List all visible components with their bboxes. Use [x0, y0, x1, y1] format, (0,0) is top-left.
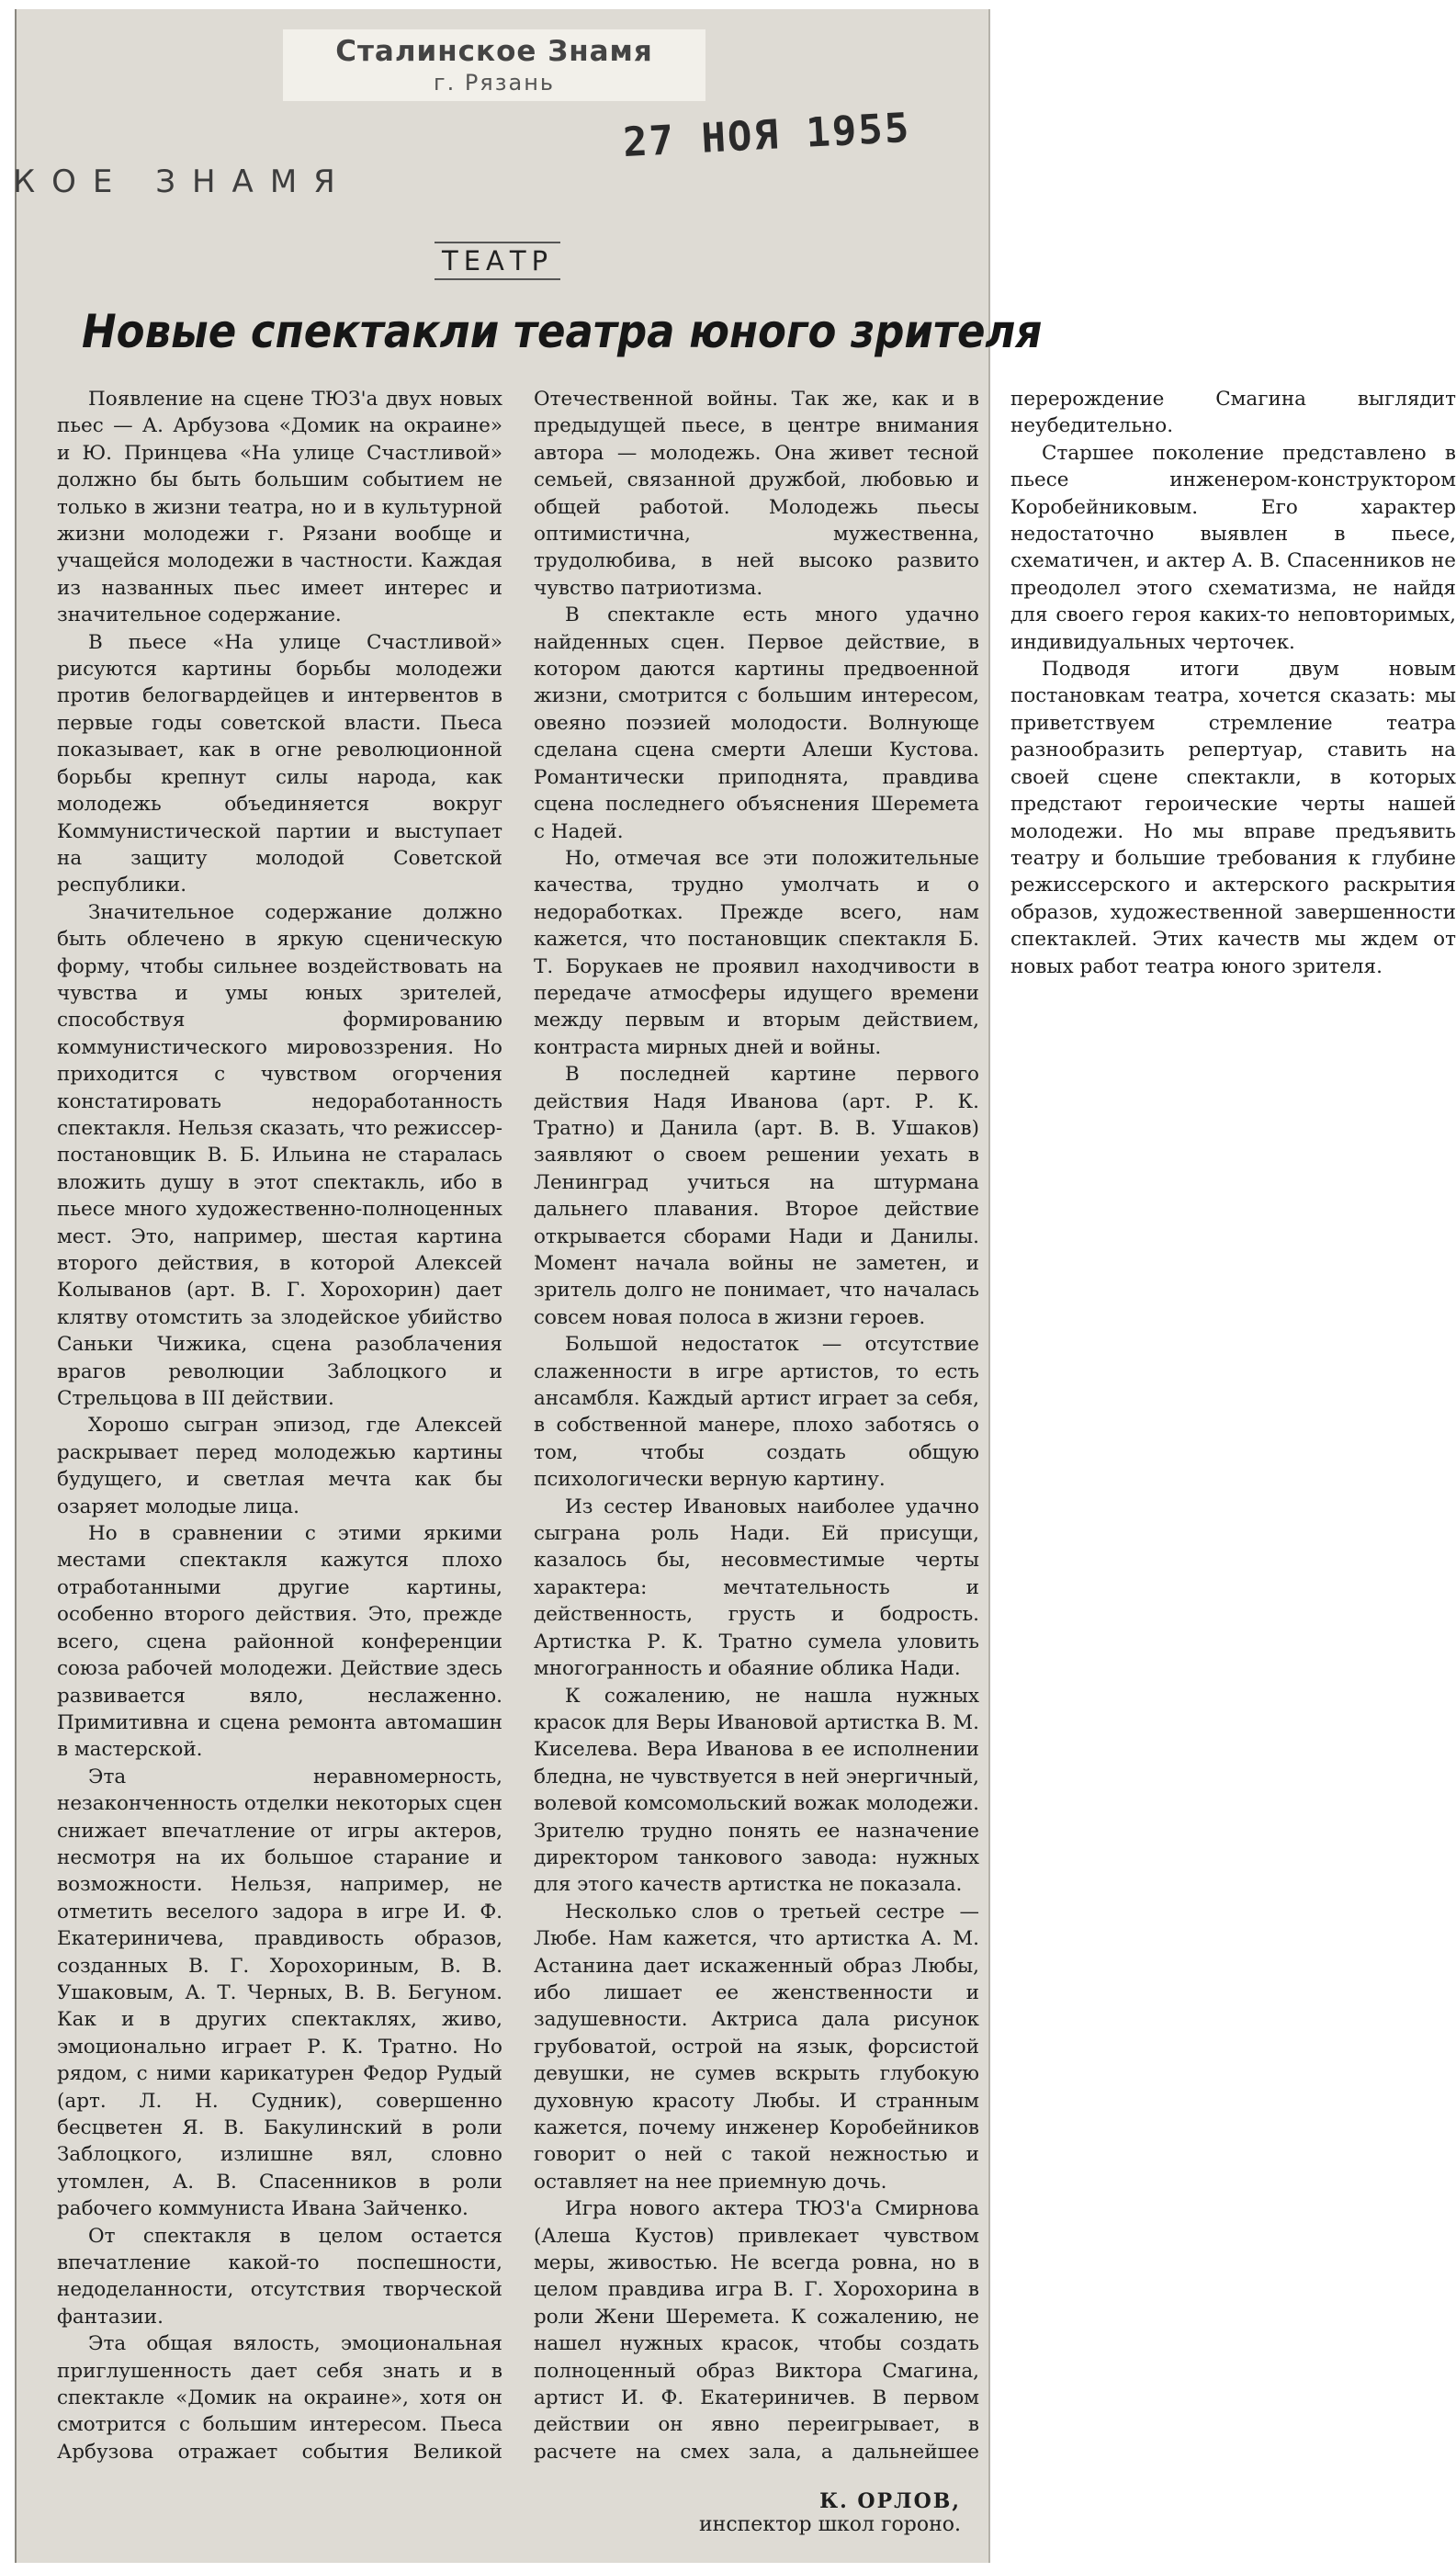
date-stamp: 27 НОЯ 1955 [621, 104, 912, 167]
paragraph: К сожалению, не нашла нужных красок для Веры Ивановой артистка В. М. Киселева. Вера Иванова в ее исполнении бледна, не чувствуется в ней энергичный, волевой комсомольский вожак молодежи. Зрителю трудно понять ее назначение директором танкового завода: нужных для этого качеств артистка не показала. [534, 1684, 979, 1897]
paragraph: Игра нового актера ТЮЗ'а Смирнова (Алеша Кустов) привлекает чувством меры, живостью. Не всегда ровна, но в целом правдива игра В. Г. Хорохорина в роли Жени Шеремета. К сожалению, не нашел нужных красок, чтобы создать полноценный образ Виктора Смагина, артист И. Ф. Екатериничев. В первом действии он явно переигрывает, в расчете на смех зала, а дальнейшее перерождение Смагина выглядит неубедительно. [534, 388, 1456, 2464]
paragraph: Старшее поколение представлено в пьесе инженером-конструктором Коробейниковым. Его характер недостаточно выявлен в пьесе, схематичен, и актер А. В. Спасенников не преодолел этого схематизма, не найдя для своего героя каких-то неповторимых, индивидуальных черточек. [1010, 441, 1456, 654]
paragraph: Эта неравномерность, незаконченность отделки некоторых сцен снижает впечатление от игры актеров, несмотря на их большое старание и возможности. Нельзя, например, не отметить веселого задора в игре И. Ф. Екатериничева, правдивость образов, созданных В. Г. Хорохориным, В. В. Ушаковым, А. Т. Черных, В. В. Бегуном. Как и в других спектаклях, живо, эмоционально играет Р. К. Тратно. Но рядом, с ними карикатурен Федор Рудый (арт. Л. Н. Судник), совершенно бесцветен Я. В. Бакулинский в роли Заблоцкого, излишне вял, словно утомлен, А. В. Спасенников в роли рабочего коммуниста Ивана Зайченко. [57, 1765, 502, 2221]
newspaper-name: Сталинское Знамя [335, 35, 653, 68]
newspaper-clipping [13, 9, 1456, 2563]
paragraph: Появление на сцене ТЮЗ'а двух новых пьес — А. Арбузова «Домик на окраине» и Ю. Принцева «На улице Счастливой» должно бы быть большим событием не только в жизни театра, но и в культурной жизни молодежи г. Рязани вообще и учащейся молодежи в частности. Каждая из названных пьес имеет интерес и значительное содержание. [57, 388, 502, 627]
paragraph: От спектакля в целом остается впечатление какой-то поспешности, недоделанности, отсутствия творческой фантазии. [57, 2224, 502, 2329]
paragraph: В спектакле есть много удачно найденных сцен. Первое действие, в котором даются картины предвоенной жизни, смотрится с большим интересом, овеяно поэзией молодости. Волнующе сделана сцена смерти Алеши Кустова. Романтически приподнята, правдива сцена последнего объяснения Шеремета с Надей. [534, 604, 979, 843]
paragraph: В последней картине первого действия Надя Иванова (арт. Р. К. Тратно) и Данила (арт. В. В. Ушаков) заявляют о своем решении уехать в Ленинград учиться на штурмана дальнего плавания. Второе действие открывается сборами Нади и Данилы. Момент начала войны не заметен, и зритель долго не понимает, что началась совсем новая полоса в жизни героев. [534, 1063, 979, 1329]
paragraph: Но в сравнении с этими яркими местами спектакля кажутся плохо отработанными другие картины, особенно второго действия. Это, прежде всего, сцена районной конференции союза рабочей молодежи. Действие здесь развивается вяло, неслаженно. Примитивна и сцена ремонта автомашин в мастерской. [57, 1522, 502, 1762]
article-body [57, 386, 1456, 2489]
paragraph: В пьесе «На улице Счастливой» рисуются картины борьбы молодежи против белогвардейцев и интервентов в первые годы советской власти. Пьеса показывает, как в огне революционной борьбы крепнут силы народа, как молодежь объединяется вокруг Коммунистической партии и выступает на защиту молодой Советской республики. [57, 630, 502, 897]
author-name: К. ОРЛОВ, [819, 2489, 961, 2513]
newspaper-city: г. Рязань [433, 70, 556, 96]
paragraph: Несколько слов о третьей сестре — Любе. Нам кажется, что артистка А. М. Астанина дает искаженный образ Любы, ибо лишает ее женственности и задушевности. Актриса дала рисунок грубоватой, острой на язык, форсистой девушки, не сумев вскрыть глубокую духовную красоту Любы. И странным кажется, почему инженер Коробейников говорит о ней с такой нежностью и оставляет на нее приемную дочь. [534, 1900, 979, 2194]
paragraph: Из сестер Ивановых наиболее удачно сыграна роль Нади. Ей присущи, казалось бы, несовместимые черты характера: мечтательность и действенность, грусть и бодрость. Артистка Р. К. Тратно сумела уловить многогранность и обаяние облика Нади. [534, 1495, 979, 1681]
article-headline: Новые спектакли театра юного зрителя [82, 305, 1043, 358]
paragraph: Подводя итоги двум новым постановкам театра, хочется сказать: мы приветствуем стремление театра разнообразить репертуар, ставить на своей сцене спектакли, в которых предстают героические черты нашей молодежи. Но мы вправе предъявить театру и большие требования к глубине режиссерского и актерского раскрытия образов, художественной завершенности спектаклей. Этих качеств мы ждем от новых работ театра юного зрителя. [1010, 658, 1456, 978]
paragraph: Эта общая вялость, эмоциональная приглушенность дает себя знать и в спектакле «Домик на окраине», хотя он смотрится с большим интересом. Пьеса Арбузова отражает события Великой Отечественной войны. Так же, как и в предыдущей пьесе, в центре внимания автора — молодежь. Она живет тесной семьей, связанной дружбой, любовью и общей работой. Молодежь пьесы оптимистична, мужественна, трудолюбива, в ней высоко развито чувство патриотизма. [57, 388, 979, 2464]
clipping-label [283, 29, 705, 101]
paragraph: Большой недостаток — отсутствие слаженности в игре артистов, то есть ансамбля. Каждый артист играет за себя, в собственной манере, плохо заботясь о том, чтобы создать общую психологически верную картину. [534, 1333, 979, 1492]
masthead-fragment: КОЕ ЗНАМЯ [13, 164, 352, 200]
paragraph: Значительное содержание должно быть облечено в яркую сценическую форму, чтобы сильнее воздействовать на чувства и умы юных зрителей, способствуя формированию коммунистического мировоззрения. Но приходится с чувством огорчения констатировать недоработанность спектакля. Нельзя сказать, что режиссер-постановщик В. Б. Ильина не старалась вложить душу в этот спектакль, ибо в пьесе много художественно-полноценных мест. Это, например, шестая картина второго действия, в которой Алексей Колыванов (арт. В. Г. Хорохорин) дает клятву отомстить за злодейское убийство Саньки Чижика, сцена разоблачения врагов революции Заблоцкого и Стрельцова в III действии. [57, 900, 502, 1411]
author-title: инспектор школ гороно. [699, 2513, 961, 2536]
paragraph: Хорошо сыгран эпизод, где Алексей раскрывает перед молодежью картины будущего, и светлая мечта как бы озаряет молодые лица. [57, 1414, 502, 1518]
author-signature [699, 2489, 961, 2536]
section-title: ТЕАТР [435, 242, 560, 280]
paragraph: Но, отмечая все эти положительные качества, трудно умолчать и о недоработках. Прежде всего, нам кажется, что постановщик спектакля Б. Т. Борукаев не проявил находчивости в передаче атмосферы идущего времени между первым и вторым действием, контраста мирных дней и войны. [534, 846, 979, 1059]
